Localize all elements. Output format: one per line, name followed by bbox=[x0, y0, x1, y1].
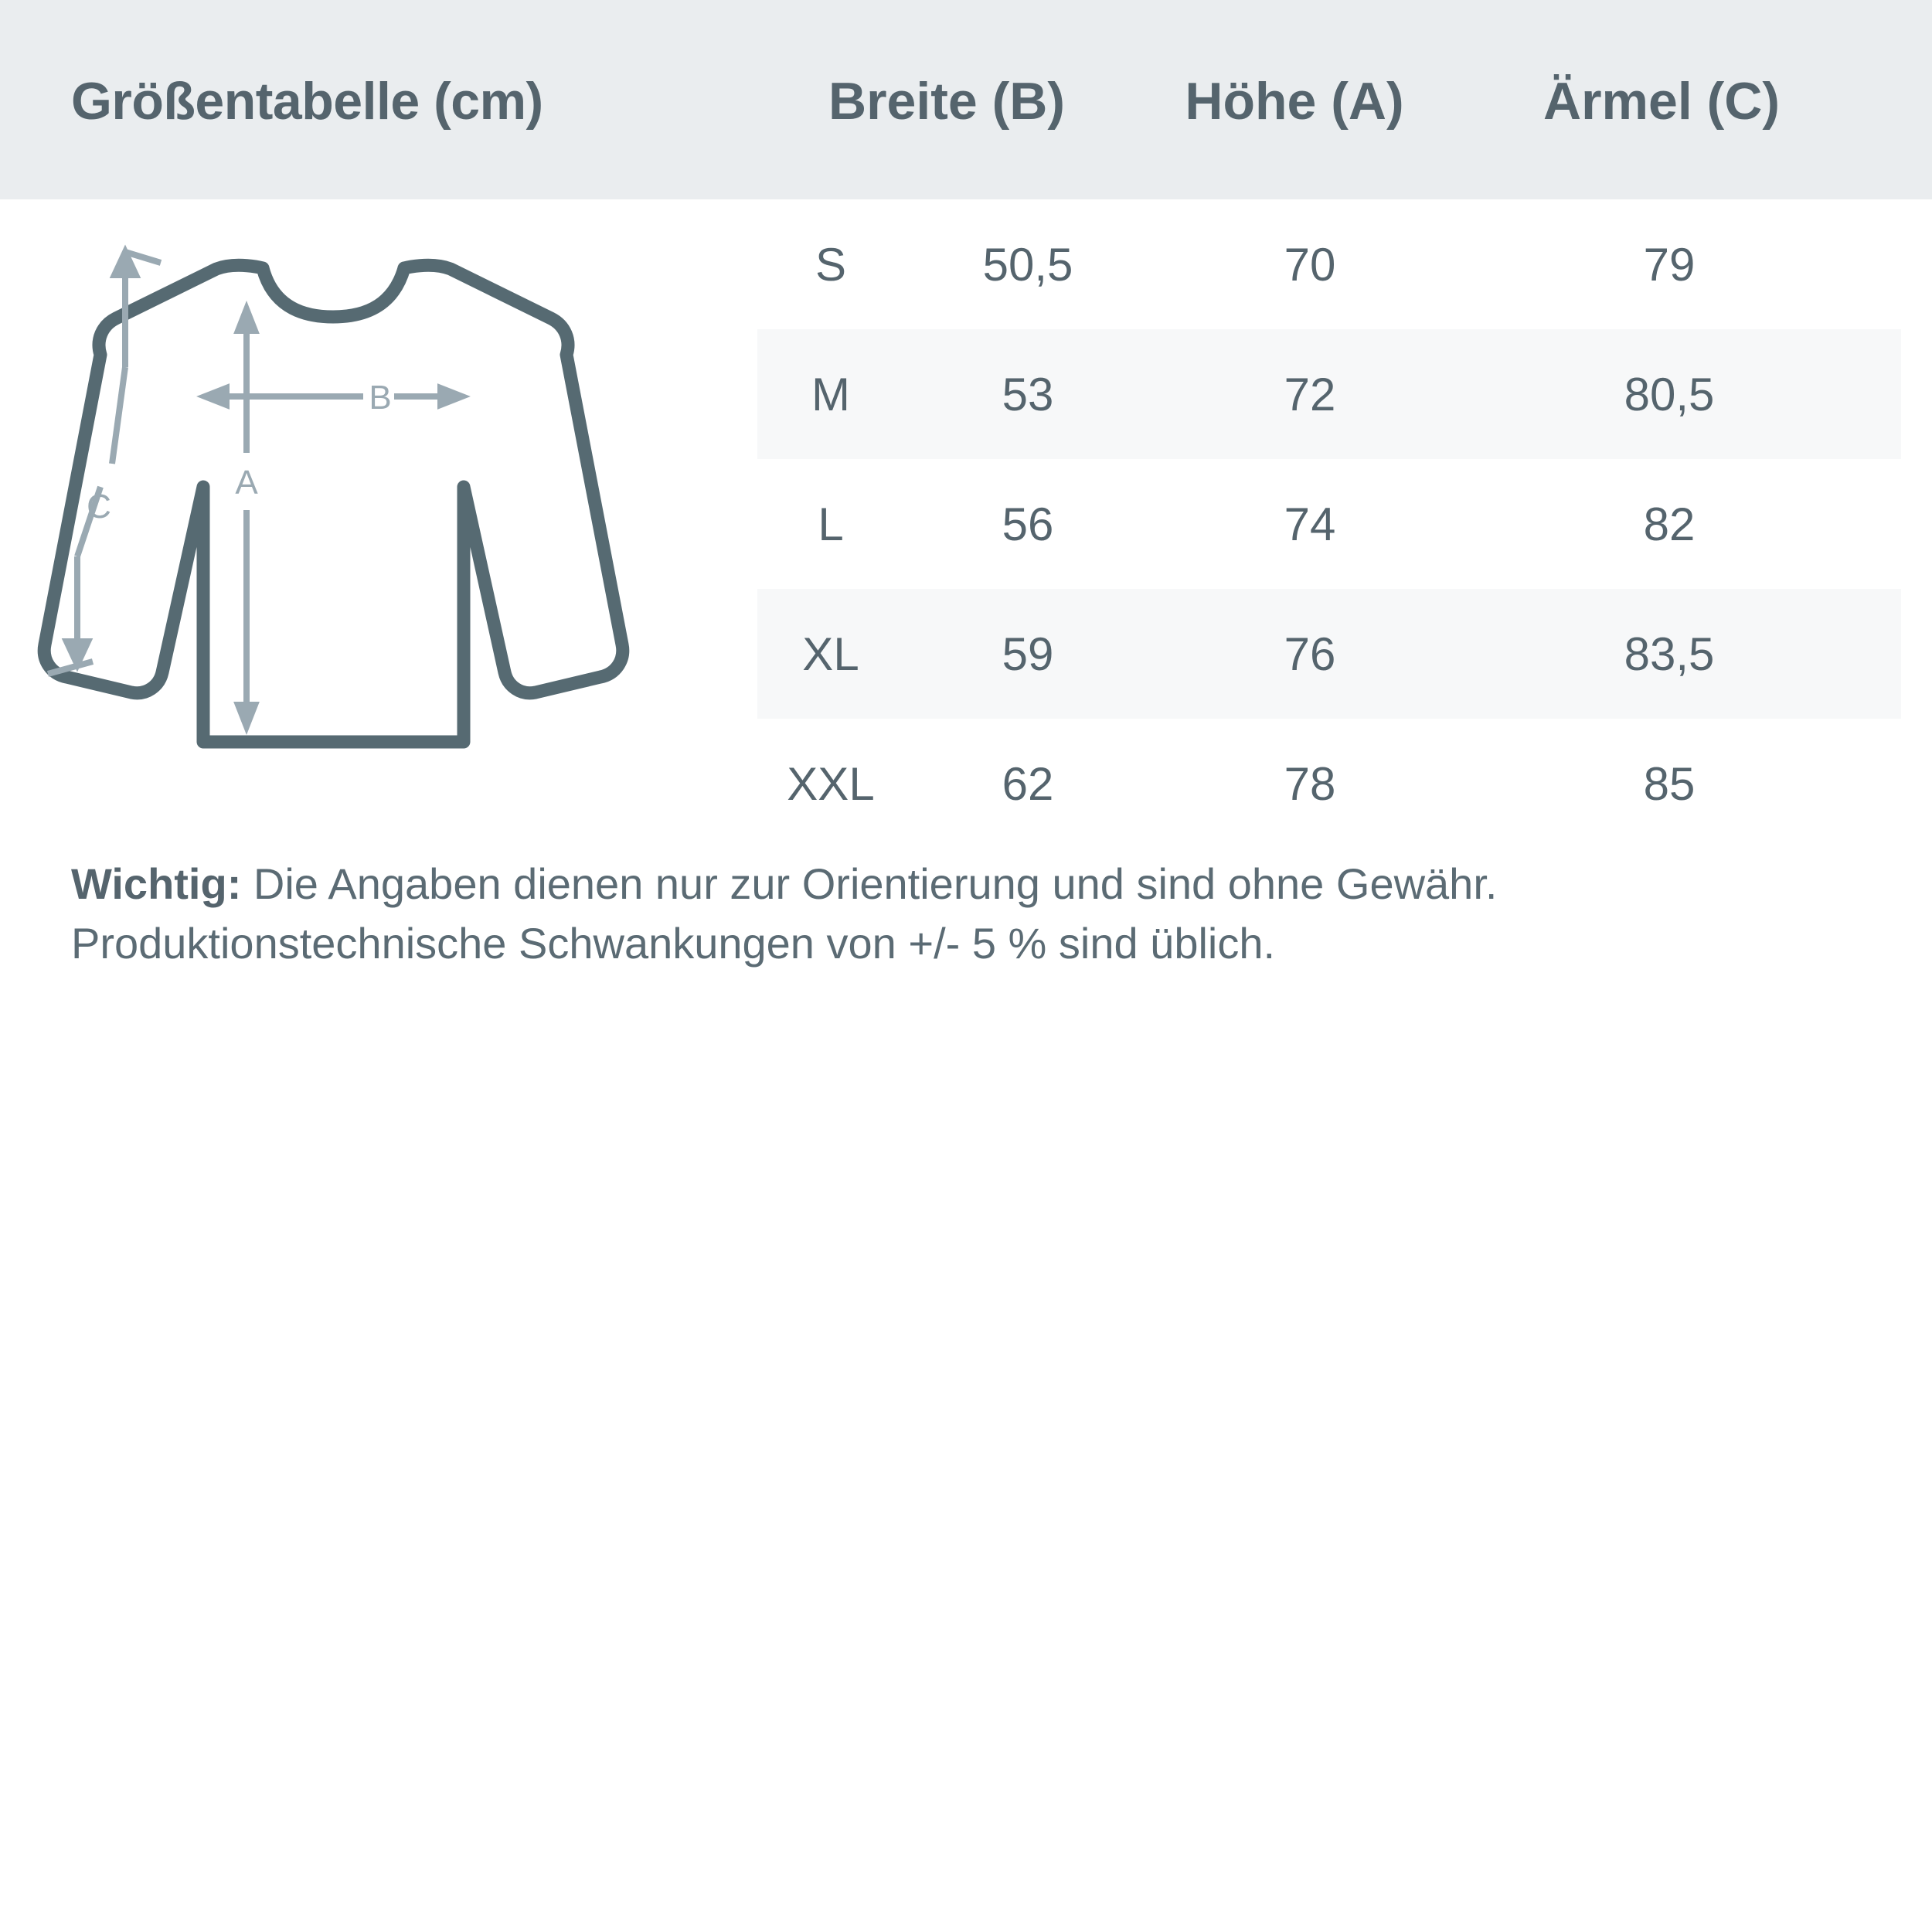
cell-height: 74 bbox=[1284, 498, 1336, 550]
cell-height: 72 bbox=[1284, 368, 1336, 420]
cell-width: 62 bbox=[1002, 757, 1054, 810]
header-col-width: Breite (B) bbox=[828, 72, 1066, 131]
cell-size: XXL bbox=[787, 757, 875, 810]
cell-width: 53 bbox=[1002, 368, 1054, 420]
cell-width: 59 bbox=[1002, 628, 1054, 680]
page-title: Größentabelle (cm) bbox=[71, 72, 543, 131]
sweatshirt-icon bbox=[31, 232, 757, 796]
cell-height: 70 bbox=[1284, 238, 1336, 291]
table-row bbox=[757, 459, 1901, 589]
header-band bbox=[0, 0, 1932, 199]
cell-height: 76 bbox=[1284, 628, 1336, 680]
sweatshirt-diagram bbox=[31, 232, 757, 796]
table-row bbox=[757, 329, 1901, 459]
cell-width: 50,5 bbox=[982, 238, 1073, 291]
table-row bbox=[757, 719, 1901, 849]
table-row bbox=[757, 589, 1901, 719]
disclaimer-text: Die Angaben dienen nur zur Orientierung und sind ohne Gewähr. Produktionstechnische Schwankungen von +/- 5 % sind üblich. bbox=[71, 859, 1498, 968]
dimension-label-height: A bbox=[235, 464, 258, 502]
cell-width: 56 bbox=[1002, 498, 1054, 550]
cell-sleeve: 85 bbox=[1643, 757, 1696, 810]
cell-size: S bbox=[815, 238, 847, 291]
cell-sleeve: 82 bbox=[1643, 498, 1696, 550]
dimension-label-width: B bbox=[369, 379, 392, 417]
cell-sleeve: 79 bbox=[1643, 238, 1696, 291]
cell-height: 78 bbox=[1284, 757, 1336, 810]
cell-size: M bbox=[811, 368, 850, 420]
cell-size: L bbox=[818, 498, 844, 550]
cell-sleeve: 80,5 bbox=[1624, 368, 1715, 420]
dimension-label-sleeve: C bbox=[87, 488, 111, 526]
header-col-sleeve: Ärmel (C) bbox=[1543, 72, 1781, 131]
header-col-height: Höhe (A) bbox=[1185, 72, 1404, 131]
cell-sleeve: 83,5 bbox=[1624, 628, 1715, 680]
size-table bbox=[757, 199, 1901, 849]
cell-size: XL bbox=[802, 628, 859, 680]
table-row bbox=[757, 199, 1901, 329]
header-column-group bbox=[765, 71, 1862, 131]
disclaimer-note bbox=[71, 854, 1872, 974]
disclaimer-label: Wichtig: bbox=[71, 859, 242, 908]
